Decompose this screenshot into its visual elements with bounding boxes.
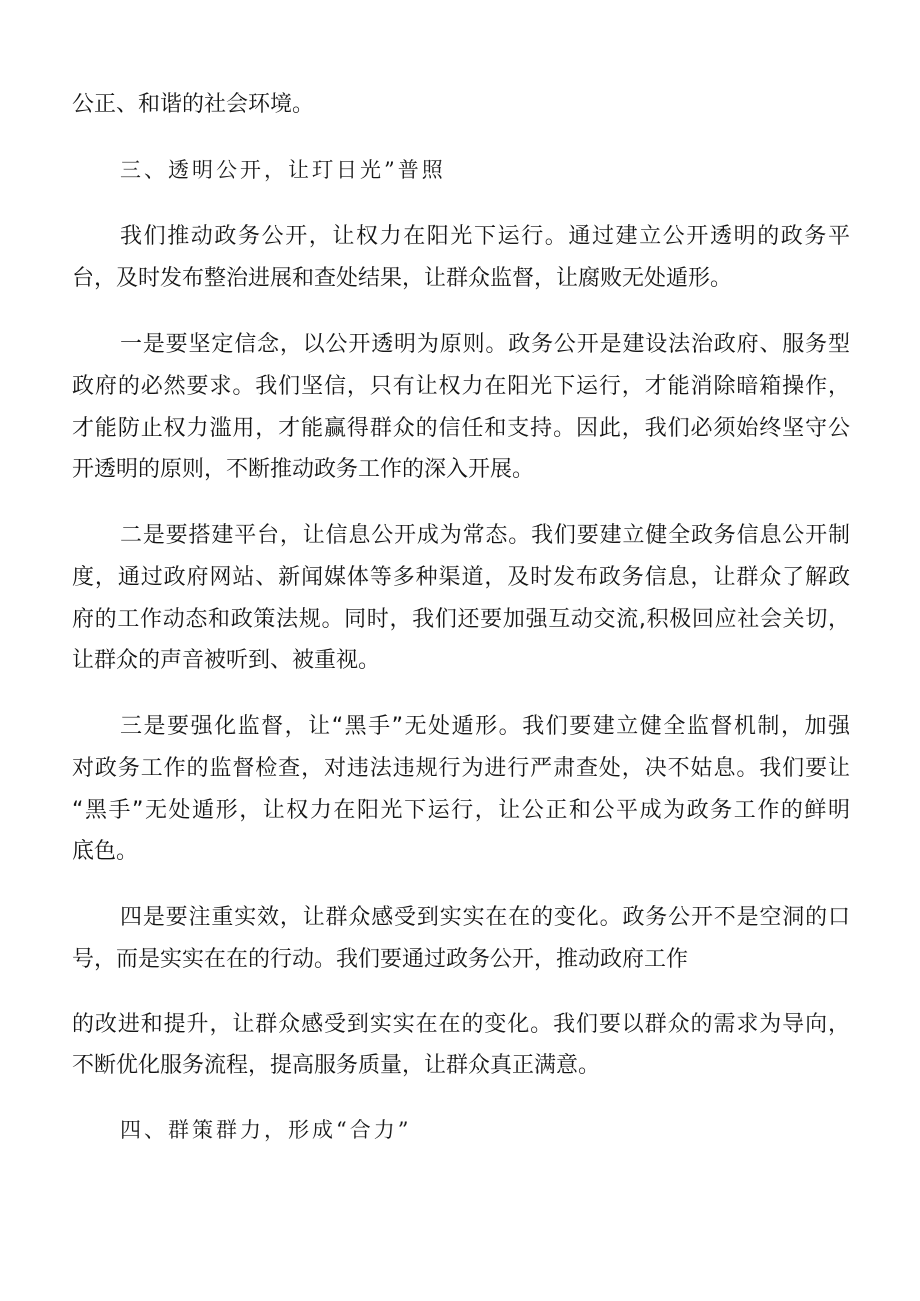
point-3-paragraph-line: 底色。 [72, 839, 139, 864]
section-heading-joint-effort: 四、群策群力，形成“合力” [120, 1118, 412, 1142]
point-3-paragraph-line: “黑手”无处遁形，让权力在阳光下运行，让公正和公平成为政务工作的鲜明 [72, 798, 850, 823]
intro-paragraph-line: 台，及时发布整治进展和查处结果，让群众监督，让腐败无处遁形。 [72, 266, 733, 291]
point-1-paragraph-line: 政府的必然要求。我们坚信，只有让权力在阳光下运行，才能消除暗箱操作， [72, 374, 850, 399]
point-2-paragraph-line: 度，通过政府网站、新闻媒体等多种渠道，及时发布政务信息，让群众了解政 [72, 565, 850, 590]
point-3-paragraph-line: 对政务工作的监督检查，对违法违规行为进行严肃查处，决不姑息。我们要让 [72, 756, 850, 781]
carryover-line: 公正、和谐的社会环境。 [72, 92, 315, 117]
point-2-paragraph-line: 让群众的声音被听到、被重视。 [72, 648, 381, 673]
point-4-paragraph-line: 不断优化服务流程，提高服务质量，让群众真正满意。 [72, 1053, 601, 1078]
point-1-paragraph-line: 一是要坚定信念，以公开透明为原则。政务公开是建设法治政府、服务型 [120, 332, 850, 357]
intro-paragraph-line: 我们推动政务公开，让权力在阳光下运行。通过建立公开透明的政务平 [120, 224, 850, 249]
point-3-paragraph-line: 三是要强化监督，让“黑手”无处遁形。我们要建立健全监督机制，加强 [120, 714, 850, 739]
point-2-paragraph-line: 二是要搭建平台，让信息公开成为常态。我们要建立健全政务信息公开制 [120, 523, 850, 548]
point-2-paragraph-line: 府的工作动态和政策法规。同时，我们还要加强互动交流,积极回应社会关切， [72, 607, 850, 632]
point-4-paragraph-line: 的改进和提升，让群众感受到实实在在的变化。我们要以群众的需求为导向， [72, 1012, 850, 1037]
point-1-paragraph-line: 开透明的原则，不断推动政务工作的深入开展。 [72, 457, 535, 482]
point-4-paragraph-line: 四是要注重实效，让群众感受到实实在在的变化。政务公开不是空洞的口 [120, 905, 850, 930]
point-1-paragraph-line: 才能防止权力滥用，才能赢得群众的信任和支持。因此，我们必须始终坚守公 [72, 416, 850, 441]
point-4-paragraph-line: 号，而是实实在在的行动。我们要通过政务公开，推动政府工作 [72, 947, 689, 972]
section-heading-transparency: 三、透明公开，让玎日光”普照 [120, 158, 446, 182]
